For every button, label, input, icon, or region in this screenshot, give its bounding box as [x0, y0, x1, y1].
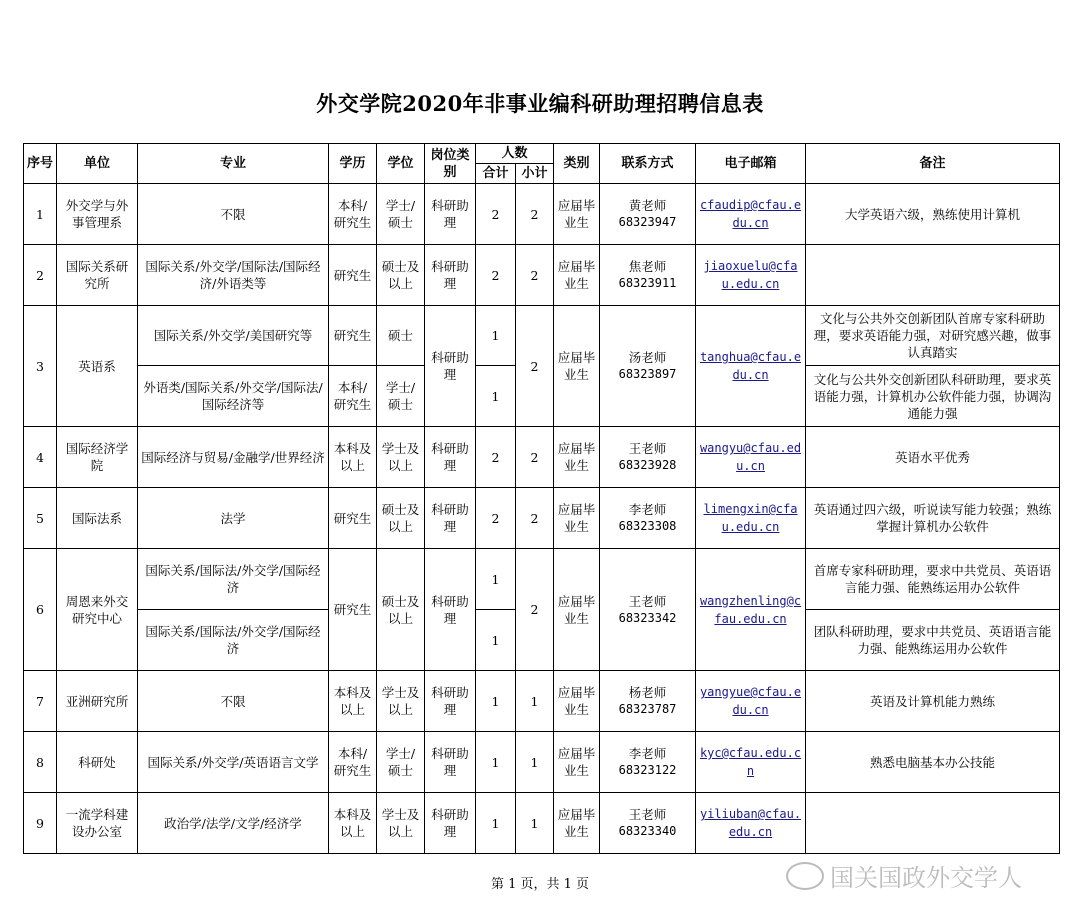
header-subtotal: 小计 [516, 164, 554, 184]
cell-type: 应届毕业生 [554, 488, 600, 549]
email-link[interactable]: limengxin@cfau.edu.cn [703, 502, 798, 534]
cell-unit: 国际法系 [57, 488, 138, 549]
contact-phone: 68323308 [618, 519, 677, 533]
cell-education: 研究生 [329, 245, 377, 306]
cell-remark: 首席专家科研助理，要求中共党员、英语语言能力强、能熟练运用办公软件 [806, 549, 1060, 610]
contact-phone: 68323911 [618, 276, 677, 290]
cell-total: 2 [476, 245, 516, 306]
table-row [24, 732, 1060, 793]
contact-phone: 68323122 [618, 763, 677, 777]
contact-phone: 68323342 [618, 610, 677, 625]
cell-contact [600, 427, 696, 488]
cell-major: 国际关系/国际法/外交学/国际经济 [138, 610, 329, 671]
cell-unit: 亚洲研究所 [57, 671, 138, 732]
cell-type: 应届毕业生 [554, 184, 600, 245]
cell-education: 本科/研究生 [329, 184, 377, 245]
cell-category: 科研助理 [425, 671, 476, 732]
table-row [24, 306, 1060, 366]
cell-contact [600, 549, 696, 671]
table-row [24, 427, 1060, 488]
email-link[interactable]: yangyue@cfau.edu.cn [699, 685, 802, 717]
cell-subtotal: 2 [516, 245, 554, 306]
cell-remark: 文化与公共外交创新团队科研助理，要求英语能力强，计算机办公软件能力强，协调沟通能力强 [806, 366, 1060, 427]
cell-email [696, 793, 806, 854]
cell-email [696, 245, 806, 306]
email-link[interactable]: yiliuban@cfau.edu.cn [699, 807, 802, 839]
cell-category: 科研助理 [425, 549, 476, 671]
cell-major: 政治学/法学/文学/经济学 [138, 793, 329, 854]
cell-total: 2 [476, 184, 516, 245]
header-type: 类别 [554, 144, 600, 184]
cell-contact [600, 306, 696, 427]
cell-total: 1 [476, 366, 516, 427]
cell-major: 不限 [138, 184, 329, 245]
cell-category: 科研助理 [425, 793, 476, 854]
cell-seq: 4 [24, 427, 57, 488]
header-unit: 单位 [57, 144, 138, 184]
cell-contact [600, 732, 696, 793]
cell-degree: 学士/硕士 [377, 366, 425, 427]
cell-remark: 英语及计算机能力熟练 [806, 671, 1060, 732]
header-major: 专业 [138, 144, 329, 184]
cell-degree: 硕士及以上 [377, 549, 425, 671]
cell-unit: 英语系 [57, 306, 138, 427]
cell-subtotal: 1 [516, 732, 554, 793]
cell-category: 科研助理 [425, 245, 476, 306]
contact-name: 汤老师 [628, 350, 667, 365]
header-count: 人数 [476, 144, 554, 164]
cell-major: 国际关系/国际法/外交学/国际经济 [138, 549, 329, 610]
watermark-text: 国关国政外交学人 [830, 864, 1022, 892]
cell-remark: 团队科研助理，要求中共党员、英语语言能力强、能熟练运用办公软件 [806, 610, 1060, 671]
cell-remark: 英语通过四六级，听说读写能力较强；熟练掌握计算机办公软件 [806, 488, 1060, 549]
cell-major: 外语类/国际关系/外交学/国际法/国际经济等 [138, 366, 329, 427]
cell-email [696, 488, 806, 549]
cell-degree: 学士/硕士 [377, 184, 425, 245]
cell-contact [600, 671, 696, 732]
cell-total: 1 [476, 671, 516, 732]
email-link[interactable]: jiaoxuelu@cfau.edu.cn [703, 259, 798, 291]
cell-category: 科研助理 [425, 488, 476, 549]
cell-type: 应届毕业生 [554, 245, 600, 306]
cell-total: 1 [476, 306, 516, 366]
cell-education: 研究生 [329, 549, 377, 671]
cell-subtotal: 1 [516, 671, 554, 732]
cell-subtotal: 2 [516, 427, 554, 488]
cell-degree: 硕士及以上 [377, 488, 425, 549]
cell-remark: 大学英语六级，熟练使用计算机 [806, 184, 1060, 245]
cell-degree: 学士及以上 [377, 671, 425, 732]
cell-seq: 3 [24, 306, 57, 427]
cell-subtotal: 1 [516, 793, 554, 854]
contact-phone: 68323897 [618, 367, 677, 381]
cell-education: 本科/研究生 [329, 732, 377, 793]
cell-email [696, 306, 806, 427]
contact-name: 杨老师 [628, 685, 667, 700]
cell-total: 2 [476, 427, 516, 488]
email-link[interactable]: wangzhenling@cfau.edu.cn [699, 593, 802, 626]
cell-total: 1 [476, 610, 516, 671]
cell-seq: 9 [24, 793, 57, 854]
contact-phone: 68323928 [618, 458, 677, 472]
cell-major: 国际关系/外交学/美国研究等 [138, 306, 329, 366]
cell-education: 本科及以上 [329, 427, 377, 488]
cell-seq: 8 [24, 732, 57, 793]
contact-name: 李老师 [628, 502, 667, 517]
cell-major: 不限 [138, 671, 329, 732]
cell-degree: 硕士及以上 [377, 245, 425, 306]
cell-education: 本科及以上 [329, 793, 377, 854]
cell-unit: 周恩来外交研究中心 [57, 549, 138, 671]
cell-unit: 国际关系研究所 [57, 245, 138, 306]
watermark [786, 858, 1022, 893]
cell-remark [806, 793, 1060, 854]
cell-degree: 学士及以上 [377, 793, 425, 854]
cell-subtotal: 2 [516, 306, 554, 427]
cell-unit: 国际经济学院 [57, 427, 138, 488]
cell-subtotal: 2 [516, 184, 554, 245]
contact-name: 黄老师 [628, 198, 667, 213]
cell-category: 科研助理 [425, 732, 476, 793]
contact-phone: 68323787 [618, 702, 677, 716]
cell-remark [806, 245, 1060, 306]
cell-major: 法学 [138, 488, 329, 549]
page-footer: 第 1 页，共 1 页 [490, 877, 590, 892]
cell-seq: 7 [24, 671, 57, 732]
header-email: 电子邮箱 [696, 144, 806, 184]
email-link[interactable]: wangyu@cfau.edu.cn [699, 441, 802, 473]
table-row [24, 549, 1060, 610]
cell-seq: 5 [24, 488, 57, 549]
contact-phone: 68323340 [618, 824, 677, 838]
cell-category: 科研助理 [425, 184, 476, 245]
cell-type: 应届毕业生 [554, 732, 600, 793]
table-row [24, 671, 1060, 732]
cell-degree: 学士及以上 [377, 427, 425, 488]
cell-category: 科研助理 [425, 306, 476, 427]
cell-type: 应届毕业生 [554, 671, 600, 732]
cell-unit: 外交学与外事管理系 [57, 184, 138, 245]
cell-major: 国际关系/外交学/英语语言文学 [138, 732, 329, 793]
table-row [24, 184, 1060, 245]
cell-remark: 熟悉电脑基本办公技能 [806, 732, 1060, 793]
header-degree: 学位 [377, 144, 425, 184]
contact-name: 王老师 [628, 807, 667, 822]
cell-type: 应届毕业生 [554, 793, 600, 854]
table-row [24, 245, 1060, 306]
page-title: 外交学院2020年非事业编科研助理招聘信息表 [316, 91, 764, 116]
cell-remark: 文化与公共外交创新团队首席专家科研助理，要求英语能力强，对研究感兴趣，做事认真踏实 [806, 306, 1060, 366]
cell-total: 1 [476, 732, 516, 793]
table-row [24, 793, 1060, 854]
cell-education: 研究生 [329, 306, 377, 366]
cell-degree: 硕士 [377, 306, 425, 366]
contact-name: 李老师 [628, 746, 667, 761]
cell-contact [600, 245, 696, 306]
cell-type: 应届毕业生 [554, 427, 600, 488]
cell-email [696, 549, 806, 671]
cell-total: 2 [476, 488, 516, 549]
cell-seq: 1 [24, 184, 57, 245]
table-row [24, 488, 1060, 549]
contact-name: 焦老师 [628, 259, 667, 274]
contact-name: 王老师 [628, 441, 667, 456]
cell-unit: 科研处 [57, 732, 138, 793]
cell-education: 本科及以上 [329, 671, 377, 732]
cell-degree: 学士/硕士 [377, 732, 425, 793]
header-category: 岗位类别 [425, 144, 476, 184]
cell-remark: 英语水平优秀 [806, 427, 1060, 488]
cell-contact [600, 793, 696, 854]
wechat-icon [786, 862, 824, 890]
cell-total: 1 [476, 549, 516, 610]
cell-education: 本科/研究生 [329, 366, 377, 427]
header-remark: 备注 [806, 144, 1060, 184]
recruitment-table [23, 143, 1060, 854]
cell-major: 国际经济与贸易/金融学/世界经济 [138, 427, 329, 488]
cell-email [696, 732, 806, 793]
cell-total: 1 [476, 793, 516, 854]
cell-email [696, 184, 806, 245]
cell-type: 应届毕业生 [554, 549, 600, 671]
email-link[interactable]: cfaudip@cfau.edu.cn [699, 198, 802, 230]
cell-unit: 一流学科建设办公室 [57, 793, 138, 854]
contact-phone: 68323947 [618, 215, 677, 229]
cell-email [696, 671, 806, 732]
cell-type: 应届毕业生 [554, 306, 600, 427]
cell-major: 国际关系/外交学/国际法/国际经济/外语类等 [138, 245, 329, 306]
cell-seq: 6 [24, 549, 57, 671]
cell-contact [600, 488, 696, 549]
header-total: 合计 [476, 164, 516, 184]
cell-email [696, 427, 806, 488]
cell-category: 科研助理 [425, 427, 476, 488]
header-education: 学历 [329, 144, 377, 184]
cell-subtotal: 2 [516, 488, 554, 549]
email-link[interactable]: kyc@cfau.edu.cn [699, 746, 802, 778]
cell-contact [600, 184, 696, 245]
cell-education: 研究生 [329, 488, 377, 549]
email-link[interactable]: tanghua@cfau.edu.cn [699, 350, 802, 382]
contact-name: 王老师 [628, 593, 667, 609]
cell-subtotal: 2 [516, 549, 554, 671]
header-contact: 联系方式 [600, 144, 696, 184]
cell-seq: 2 [24, 245, 57, 306]
header-seq: 序号 [24, 144, 57, 184]
